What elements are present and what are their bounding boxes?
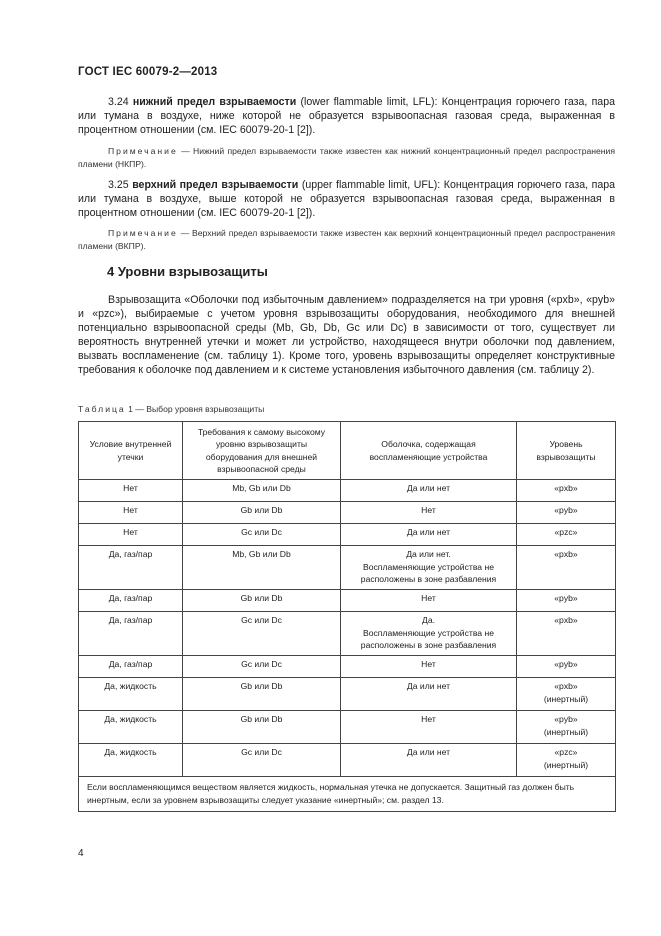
table-cell: Да, жидкость <box>79 678 183 711</box>
note-text: — Нижний предел взрываемости также известен как нижний концентрационный предел распространения пламени (НКПР). <box>78 146 615 169</box>
table-cell: Нет <box>79 480 183 502</box>
note-label: Примечание <box>108 228 178 238</box>
table-row <box>79 590 616 612</box>
protection-levels-table <box>78 421 616 812</box>
table-cell: «pzc» (инертный) <box>517 744 616 777</box>
table-cell: «pyb» (инертный) <box>517 711 616 744</box>
table-cell: «pxb» <box>517 480 616 502</box>
note-2 <box>78 227 615 252</box>
table-cell: Gb или Db <box>183 711 341 744</box>
table-row <box>79 678 616 711</box>
table-cell: Да или нет <box>341 480 517 502</box>
table-cell: Нет <box>341 656 517 678</box>
table-row <box>79 546 616 590</box>
note-label: Примечание <box>108 146 178 156</box>
table-cell: Нет <box>79 502 183 524</box>
definition-text: (lower flammable limit, LFL): Концентрация горючего газа, пара или тумана в воздухе, ниже которой не образуется взрывоопасная газовая среда, выраженная в процентном отношении (см. IEC 60079-20-1 [2]). <box>78 96 615 136</box>
table-footnote: Если воспламеняющимся веществом является жидкость, нормальная утечка не допускается. Защитный газ должен быть инертным, если за уровнем взрывозащиты следует указание «инертный»; см. раздел 13. <box>79 777 616 812</box>
table-cell: Mb, Gb или Db <box>183 546 341 590</box>
page-number: 4 <box>78 848 84 859</box>
table-cell: «pzc» <box>517 524 616 546</box>
table-cell: Нет <box>341 502 517 524</box>
column-header: Уровень взрывозащиты <box>517 422 616 480</box>
table-cell: Да, газ/пар <box>79 590 183 612</box>
note-text: — Верхний предел взрываемости также известен как верхний концентрационный предел распространения пламени (ВКПР). <box>78 228 615 251</box>
table-caption <box>78 404 264 414</box>
table-row <box>79 744 616 777</box>
table-cell: Да или нет <box>341 744 517 777</box>
table-cell: Да, жидкость <box>79 711 183 744</box>
table-cell: «pyb» <box>517 502 616 524</box>
column-header: Оболочка, содержащая воспламеняющие устройства <box>341 422 517 480</box>
table-cell: «pxb» (инертный) <box>517 678 616 711</box>
term: нижний предел взрываемости <box>132 96 297 108</box>
caption-text: 1 — Выбор уровня взрывозащиты <box>125 404 265 414</box>
table-row <box>79 656 616 678</box>
clause-number: 3.24 <box>108 96 129 108</box>
table-cell: Нет <box>341 711 517 744</box>
table-cell: «pyb» <box>517 656 616 678</box>
table-cell: Да, жидкость <box>79 744 183 777</box>
document-header: ГОСТ IEC 60079-2—2013 <box>78 66 218 78</box>
table-cell: «pxb» <box>517 612 616 656</box>
table-cell: Gb или Db <box>183 502 341 524</box>
table-row <box>79 711 616 744</box>
table-header-row <box>79 422 616 480</box>
table-cell: Gc или Dc <box>183 656 341 678</box>
table-cell: Да, газ/пар <box>79 656 183 678</box>
table-cell: «pxb» <box>517 546 616 590</box>
table-row <box>79 502 616 524</box>
paragraph-text: Взрывозащита «Оболочки под избыточным давлением» подразделяется на три уровня («pxb», «pyb» и «pzc»), выбираемые с учетом уровня взрывозащиты оборудования, необходимого для внешней потенциально взрывоопасной среды (Mb, Gb, Db, Gc или Dc) в зависимости от того, существует ли вероятность внутренней утечки и может ли устройство, находящееся внутри оболочки под давлением, вызвать воспламенение (см. таблицу 1). Кроме того, уровень взрывозащиты определяет конструктивные требования к оболочке под давлением и к системе установления избыточного давления (см. таблицу 2). <box>78 294 615 376</box>
table-cell: Gc или Dc <box>183 744 341 777</box>
definition-3-24 <box>78 95 615 137</box>
term: верхний предел взрываемости <box>132 179 299 191</box>
table-cell: Да или нет <box>341 524 517 546</box>
table-cell: Да или нет. Воспламеняющие устройства не расположены в зоне разбавления <box>341 546 517 590</box>
caption-label: Таблица <box>78 404 126 414</box>
note-1 <box>78 145 615 170</box>
table-cell: Mb, Gb или Db <box>183 480 341 502</box>
table-cell: Да, газ/пар <box>79 546 183 590</box>
table-row <box>79 524 616 546</box>
table-cell: Нет <box>79 524 183 546</box>
table-cell: «pyb» <box>517 590 616 612</box>
table-row <box>79 612 616 656</box>
table-cell: Gc или Dc <box>183 612 341 656</box>
definition-text: (upper flammable limit, UFL): Концентрация горючего газа, пара или тумана в воздухе, выше которой не образуется взрывоопасная газовая среда, выраженная в процентном отношении (см. IEC 60079-20-1 [2]). <box>78 179 615 219</box>
table-cell: Gc или Dc <box>183 524 341 546</box>
table-cell: Нет <box>341 590 517 612</box>
table-cell: Gb или Db <box>183 590 341 612</box>
clause-number: 3.25 <box>108 179 129 191</box>
column-header: Требования к самому высокому уровню взрывозащиты оборудования для внешней взрывоопасной среды <box>183 422 341 480</box>
table-cell: Да, газ/пар <box>79 612 183 656</box>
table-cell: Gb или Db <box>183 678 341 711</box>
definition-3-25 <box>78 178 615 220</box>
table-cell: Да. Воспламеняющие устройства не расположены в зоне разбавления <box>341 612 517 656</box>
table-footnote-row <box>79 777 616 812</box>
table-row <box>79 480 616 502</box>
table-cell: Да или нет <box>341 678 517 711</box>
section-paragraph <box>78 293 615 377</box>
column-header: Условие внутренней утечки <box>79 422 183 480</box>
section-heading: 4 Уровни взрывозащиты <box>107 264 268 279</box>
